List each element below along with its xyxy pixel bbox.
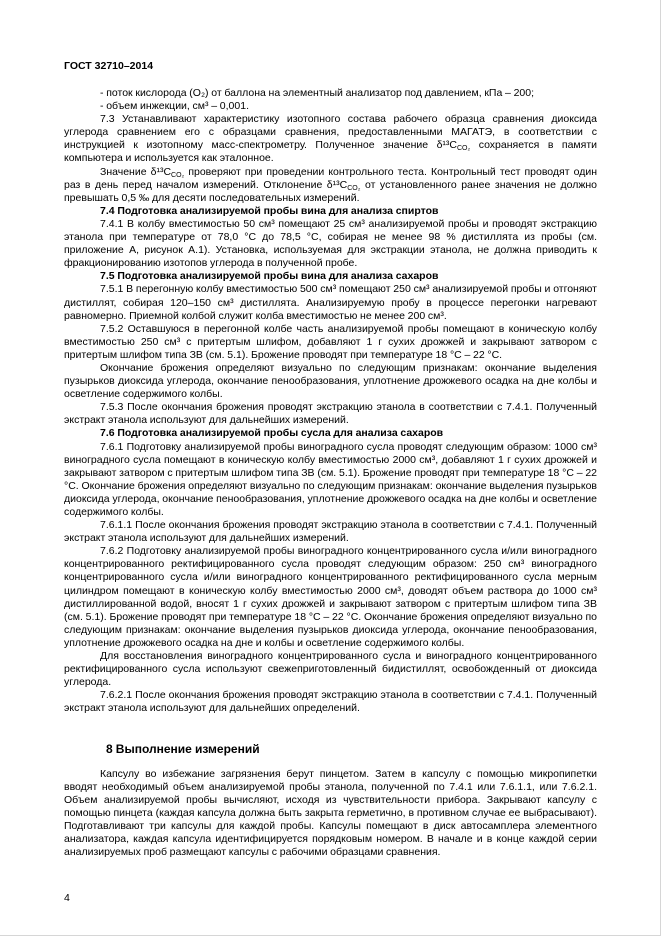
paragraph: Для восстановления виноградного концентрированного сусла и виноградного концентрированного ректифицированного сусла используют свежеприготовленный бидистиллят, освобожденный от диоксида углерода.	[64, 650, 597, 689]
paragraph: - объем инжекции, см³ – 0,001.	[100, 100, 249, 113]
paragraph: Окончание брожения определяют визуально по следующим признакам: окончание выделения пузырьков диоксида углерода, окончание пенообразования, уплотнение дрожжевого осадка на дне колбы и осветление содержимого колбы.	[64, 361, 597, 401]
paragraph: Значение $\delta^{13}C_{CO_2}$ проверяют при проведении контрольного теста. Контрольный тест проводят один раз в день перед началом измерений. Отклонение $\delta^{13}C_{CO_2}$ от установленного ранее значения не должно превышать 0,5 ‰ для десяти последовательных измерений.	[64, 165, 597, 204]
paragraph: 7.5.1 В перегонную колбу вместимостью 500 см³ помещают 250 см³ анализируемой пробы и отгоняют дистиллят, собирая 120–150 см³ дистиллята. Анализируемую пробу в процессе перегонки нагревают равномерно. Приемной колбой служит колба вместимостью не менее 200 см³.	[64, 283, 597, 322]
paragraph: Капсулу во избежание загрязнения берут пинцетом. Затем в капсулу с помощью микропипетки вводят необходимый объем анализируемой пробы этанола, полученной по 7.4.1 или 7.6.1.1, или 7.6.2.1. Объем анализируемой пробы вычисляют, исходя из чувствительности прибора. Закрывают капсулу с помощью пинцета (каждая капсула должна быть закрыта герметично, в противном случае ее выбрасывают). Подготавливают три капсулы для каждой пробы. Капсулы помещают в диск автосамплера элементного анализатора, каждая капсула идентифицируется порядковым номером. В начале и в конце каждой серии анализируемых проб размещают капсулы с рабочими образцами сравнения.	[64, 767, 597, 859]
paragraph: - поток кислорода (О₂) от баллона на элементный анализатор под давлением, кПа – 200;	[100, 87, 535, 99]
paragraph: 7.5.3 После окончания брожения проводят экстракцию этанола в соответствии с 7.4.1. Полученный экстракт этанола используют для дальнейших измерений.	[64, 401, 597, 427]
paragraph: 7.6.1.1 После окончания брожения проводят экстракцию этанола в соответствии с 7.4.1. Полученный экстракт этанола используют для дальнейших измерений.	[64, 519, 597, 545]
paragraph: 7.6.2.1 После окончания брожения проводят экстракцию этанола в соответствии с 7.4.1. Полученный экстракт этанола используют для дальнейших определений.	[64, 689, 597, 715]
document-body	[64, 87, 597, 859]
paragraph: 7.4 Подготовка анализируемой пробы вина для анализа спиртов	[100, 204, 439, 217]
paragraph: 7.6 Подготовка анализируемой пробы сусла для анализа сахаров	[100, 427, 444, 440]
paragraph: 7.4.1 В колбу вместимостью 50 см³ помещают 25 см³ анализируемой пробы и проводят экстракцию этанола при температуре от 78,0 °С до 78,5 °С, собирая не менее 98 % дистиллята из пробы (см. приложение А, рисунок А.1). Установка, используемая для экстракции этанола, не должна приводить к фракционированию изотопов углерода в полученной пробе.	[64, 217, 597, 270]
document-header-standard-number: ГОСТ 32710–2014	[64, 60, 154, 72]
page-number: 4	[64, 892, 70, 904]
paragraph: 7.5.2 Оставшуюся в перегонной колбе часть анализируемой пробы помещают в коническую колбу вместимостью 250 см³ с притертым шлифом, добавляют 1 г сухих дрожжей и закрывают затвором с притертым шлифом типа ЗВ (см. 5.1). Брожение проводят при температуре 18 °С – 22 °С.	[64, 322, 597, 361]
paragraph: 7.6.2 Подготовку анализируемой пробы виноградного концентрированного сусла и/или виноградного концентрированного ректифицированного сусла проводят следующим образом: 250 см³ виноградного концентрированного сусла и/или виноградного концентрированного ректифицированного сусла мерным цилиндром помещают в коническую колбу вместимостью 2000 см³, доводят объем раствора до 1000 см³ дистиллированной водой, вносят 1 г сухих дрожжей и закрывают затвором с притертым шлифом типа ЗВ (см. 5.1). Брожение проводят при температуре 18 °С – 22 °С. Окончание брожения определяют визуально по следующим признакам: окончание выделения пузырьков диоксида углерода, окончание пенообразования, уплотнение дрожжевого осадка на дне и колбы и осветление содержимого колбы.	[64, 545, 597, 649]
section-heading: 8 Выполнение измерений	[106, 741, 260, 756]
paragraph: 7.6.1 Подготовку анализируемой пробы виноградного сусла проводят следующим образом: 1000 см³ виноградного сусла помещают в коническую колбу вместимостью 2000 см³, добавляют 1 г сухих дрожжей и закрывают затвором с притертым шлифом типа ЗВ (см. 5.1). Брожение проводят при температуре 18 °С – 22 °С. Окончание брожения определяют визуально по следующим признакам: окончание выделения пузырьков диоксида углерода, окончание пенообразования, уплотнение дрожжевого осадка на дне колбы и осветление содержимого колбы.	[64, 440, 597, 518]
paragraph: 7.5 Подготовка анализируемой пробы вина для анализа сахаров	[100, 270, 439, 283]
paragraph: 7.3 Устанавливают характеристику изотопного состава рабочего образца сравнения диоксида углерода сравнением его с образцами сравнения, предоставленными МАГАТЭ, в соответствии с инструкцией к изотопному масс-спектрометру. Полученное значение $\delta^{13}C_{CO_2}$ сохраняется в памяти компьютера и используется как эталонное.	[64, 113, 597, 165]
